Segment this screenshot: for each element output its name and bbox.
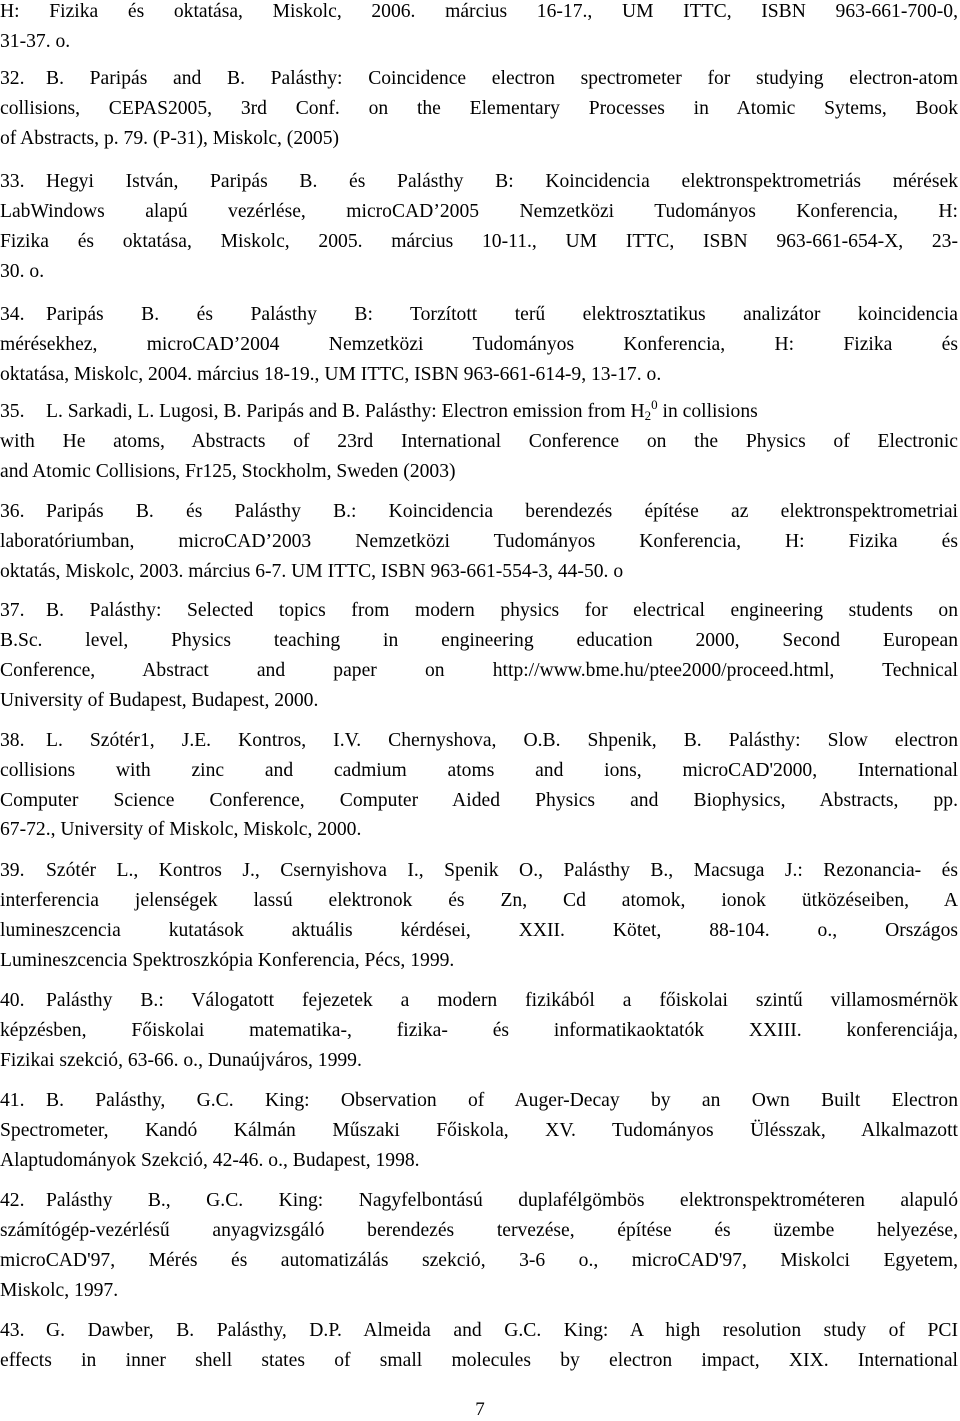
reference-text-segment: L. Sarkadi, L. Lugosi, B. Paripás and B. Palásthy: Electron emission from H: [46, 401, 645, 422]
reference-text-line: with He atoms, Abstracts of 23rd International Conference on the Physics of Electronic: [0, 431, 958, 452]
reference-text-line: Computer Science Conference, Computer Aided Physics and Biophysics, Abstracts, pp.: [0, 790, 958, 811]
reference-text-line: Hegyi István, Paripás B. és Palásthy B: Koincidencia elektronspektrometriás mérések: [46, 171, 958, 192]
reference-text-line: lumineszcencia kutatások aktuális kérdései, XXII. Kötet, 88-104. o., Országos: [0, 920, 958, 941]
page-number: 7: [475, 1399, 485, 1420]
reference-text-line: L. Szótér1, J.E. Kontros, I.V. Chernyshova, O.B. Shpenik, B. Palásthy: Slow electron: [46, 730, 958, 751]
continuation-line: 31-37. o.: [0, 31, 71, 52]
continuation-line: H: Fizika és oktatása, Miskolc, 2006. március 16-17., UM ITTC, ISBN 963-661-700-0,: [0, 1, 958, 22]
reference-text-line: Paripás B. és Palásthy B: Torzított terű elektrosztatikus analizátor koincidencia: [46, 304, 958, 325]
reference-text-segment: in collisions: [657, 401, 758, 422]
reference-number: 34.: [0, 304, 25, 325]
reference-number: 33.: [0, 171, 25, 192]
subscript: 2: [644, 408, 652, 423]
reference-text-line: Szótér L., Kontros J., Csernyishova I., Spenik O., Palásthy B., Macsuga J.: Rezonancia- és: [46, 860, 958, 881]
reference-text-line: oktatása, Miskolc, 2004. március 18-19., UM ITTC, ISBN 963-661-614-9, 13-17. o.: [0, 364, 662, 385]
reference-number: 41.: [0, 1090, 25, 1111]
reference-number: 35.: [0, 401, 25, 422]
reference-text-line: laboratóriumban, microCAD’2003 Nemzetközi Tudományos Konferencia, H: Fizika és: [0, 531, 958, 552]
reference-text-line: [46, 397, 958, 424]
reference-text-line: collisions, CEPAS2005, 3rd Conf. on the Elementary Processes in Atomic Sytems, Book: [0, 98, 958, 119]
reference-text-line: B. Paripás and B. Palásthy: Coincidence electron spectrometer for studying electron-atom: [46, 68, 958, 89]
reference-text-line: G. Dawber, B. Palásthy, D.P. Almeida and G.C. King: A high resolution study of PCI: [46, 1320, 958, 1341]
reference-text-line: Alaptudományok Szekció, 42-46. o., Budapest, 1998.: [0, 1150, 420, 1171]
reference-text-line: effects in inner shell states of small molecules by electron impact, XIX. International: [0, 1350, 958, 1371]
reference-text-line: microCAD'97, Mérés és automatizálás szekció, 3-6 o., microCAD'97, Miskolci Egyetem,: [0, 1250, 958, 1271]
reference-number: 32.: [0, 68, 25, 89]
reference-number: 39.: [0, 860, 25, 881]
reference-text-line: Spectrometer, Kandó Kálmán Műszaki Főiskola, XV. Tudományos Ülésszak, Alkalmazott: [0, 1120, 958, 1141]
reference-text-line: 67-72., University of Miskolc, Miskolc, 2000.: [0, 819, 362, 840]
reference-text-line: számítógép-vezérlésű anyagvizsgáló berendezés tervezése, építése és üzembe helyezése,: [0, 1220, 958, 1241]
reference-text-line: Fizikai szekció, 63-66. o., Dunaújváros, 1999.: [0, 1050, 362, 1071]
reference-text-line: and Atomic Collisions, Fr125, Stockholm, Sweden (2003): [0, 461, 456, 482]
reference-text-line: B. Palásthy, G.C. King: Observation of Auger-Decay by an Own Built Electron: [46, 1090, 958, 1111]
reference-text-line: Fizika és oktatása, Miskolc, 2005. március 10-11., UM ITTC, ISBN 963-661-654-X, 23-: [0, 231, 958, 252]
reference-text-line: of Abstracts, p. 79. (P-31), Miskolc, (2005): [0, 128, 340, 149]
reference-number: 37.: [0, 600, 25, 621]
reference-text-line: Palásthy B.: Válogatott fejezetek a modern fizikából a főiskolai szintű villamosmérnök: [46, 990, 958, 1011]
reference-text-line: University of Budapest, Budapest, 2000.: [0, 690, 319, 711]
reference-text-line: képzésben, Főiskolai matematika-, fizika- és informatikaoktatók XXIII. konferenciája,: [0, 1020, 958, 1041]
reference-text-line: Conference, Abstract and paper on http://www.bme.hu/ptee2000/proceed.html, Technical: [0, 660, 958, 681]
reference-text-line: 30. o.: [0, 261, 45, 282]
reference-text-line: B. Palásthy: Selected topics from modern physics for electrical engineering students on: [46, 600, 958, 621]
reference-text-line: collisions with zinc and cadmium atoms and ions, microCAD'2000, International: [0, 760, 958, 781]
reference-number: 42.: [0, 1190, 25, 1211]
superscript: 0: [651, 397, 658, 412]
reference-text-line: Miskolc, 1997.: [0, 1280, 119, 1301]
reference-text-line: Lumineszcencia Spektroszkópia Konferencia, Pécs, 1999.: [0, 950, 455, 971]
reference-number: 36.: [0, 501, 25, 522]
reference-number: 38.: [0, 730, 25, 751]
reference-text-line: oktatás, Miskolc, 2003. március 6-7. UM ITTC, ISBN 963-661-554-3, 44-50. o: [0, 561, 624, 582]
reference-text-line: mérésekhez, microCAD’2004 Nemzetközi Tudományos Konferencia, H: Fizika és: [0, 334, 958, 355]
reference-text-line: B.Sc. level, Physics teaching in engineering education 2000, Second European: [0, 630, 958, 651]
reference-number: 40.: [0, 990, 25, 1011]
reference-text-line: Palásthy B., G.C. King: Nagyfelbontású duplafélgömbös elektronspektrométeren alapuló: [46, 1190, 958, 1211]
reference-text-line: LabWindows alapú vezérlése, microCAD’2005 Nemzetközi Tudományos Konferencia, H:: [0, 201, 958, 222]
reference-text-line: interferencia jelenségek lassú elektronok és Zn, Cd atomok, ionok ütközéseiben, A: [0, 890, 958, 911]
reference-number: 43.: [0, 1320, 25, 1341]
reference-text-line: Paripás B. és Palásthy B.: Koincidencia berendezés építése az elektronspektrometriai: [46, 501, 958, 522]
